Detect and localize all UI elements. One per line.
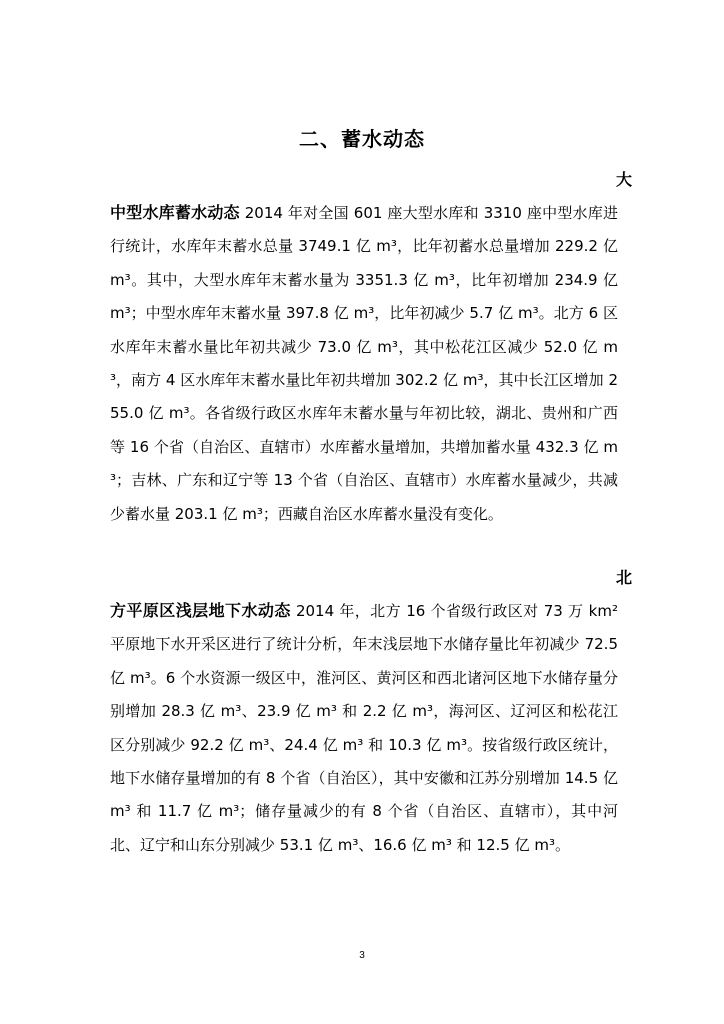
section1-lead-char: 大 xyxy=(615,170,632,189)
page-number: 3 xyxy=(359,950,365,961)
section2-paragraph xyxy=(110,594,618,862)
section-title: 二、蓄水动态 xyxy=(299,127,425,151)
section1-heading: 中型水库蓄水动态 xyxy=(110,203,240,222)
section1-text: 2014 年对全国 601 座大型水库和 3310 座中型水库进行统计，水库年末蓄水总量 3749.1 亿 m³，比年初蓄水总量增加 229.2 亿 m³。其中，大型水库年末蓄水量为 3351.3 亿 m³，比年初增加 234.9 亿 m³；中型水库年末蓄水量 397.8 亿 m³，比年初减少 5.7 亿 m³。北方 6 区水库年末蓄水量比年初共减少 73.0 亿 m³，其中松花江区减少 52.0 亿 m³，南方 4 区水库年末蓄水量比年初共增加 302.2 亿 m³，其中长江区增加 255.0 亿 m³。各省级行政区水库年末蓄水量与年初比较，湖北、贵州和广西等 16 个省（自治区、直辖市）水库蓄水量增加，共增加蓄水量 432.3 亿 m³；吉林、广东和辽宁等 13 个省（自治区、直辖市）水库蓄水量减少，共减少蓄水量 203.1 亿 m³；西藏自治区水库蓄水量没有变化。 xyxy=(110,204,618,523)
section2-text: 2014 年，北方 16 个省级行政区对 73 万 km² 平原地下水开采区进行了统计分析，年末浅层地下水储存量比年初减少 72.5 亿 m³。6 个水资源一级区中，淮河区、黄河区和西北诸河区地下水储存量分别增加 28.3 亿 m³、23.9 亿 m³ 和 2.2 亿 m³，海河区、辽河区和松花江区分别减少 92.2 亿 m³、24.4 亿 m³ 和 10.3 亿 m³。按省级行政区统计，地下水储存量增加的有 8 个省（自治区），其中安徽和江苏分别增加 14.5 亿 m³ 和 11.7 亿 m³；储存量减少的有 8 个省（自治区、直辖市），其中河北、辽宁和山东分别减少 53.1 亿 m³、16.6 亿 m³ 和 12.5 亿 m³。 xyxy=(110,602,618,854)
section2-heading: 方平原区浅层地下水动态 xyxy=(110,601,291,620)
section1-paragraph xyxy=(110,196,618,531)
section2-lead-char: 北 xyxy=(615,568,632,587)
